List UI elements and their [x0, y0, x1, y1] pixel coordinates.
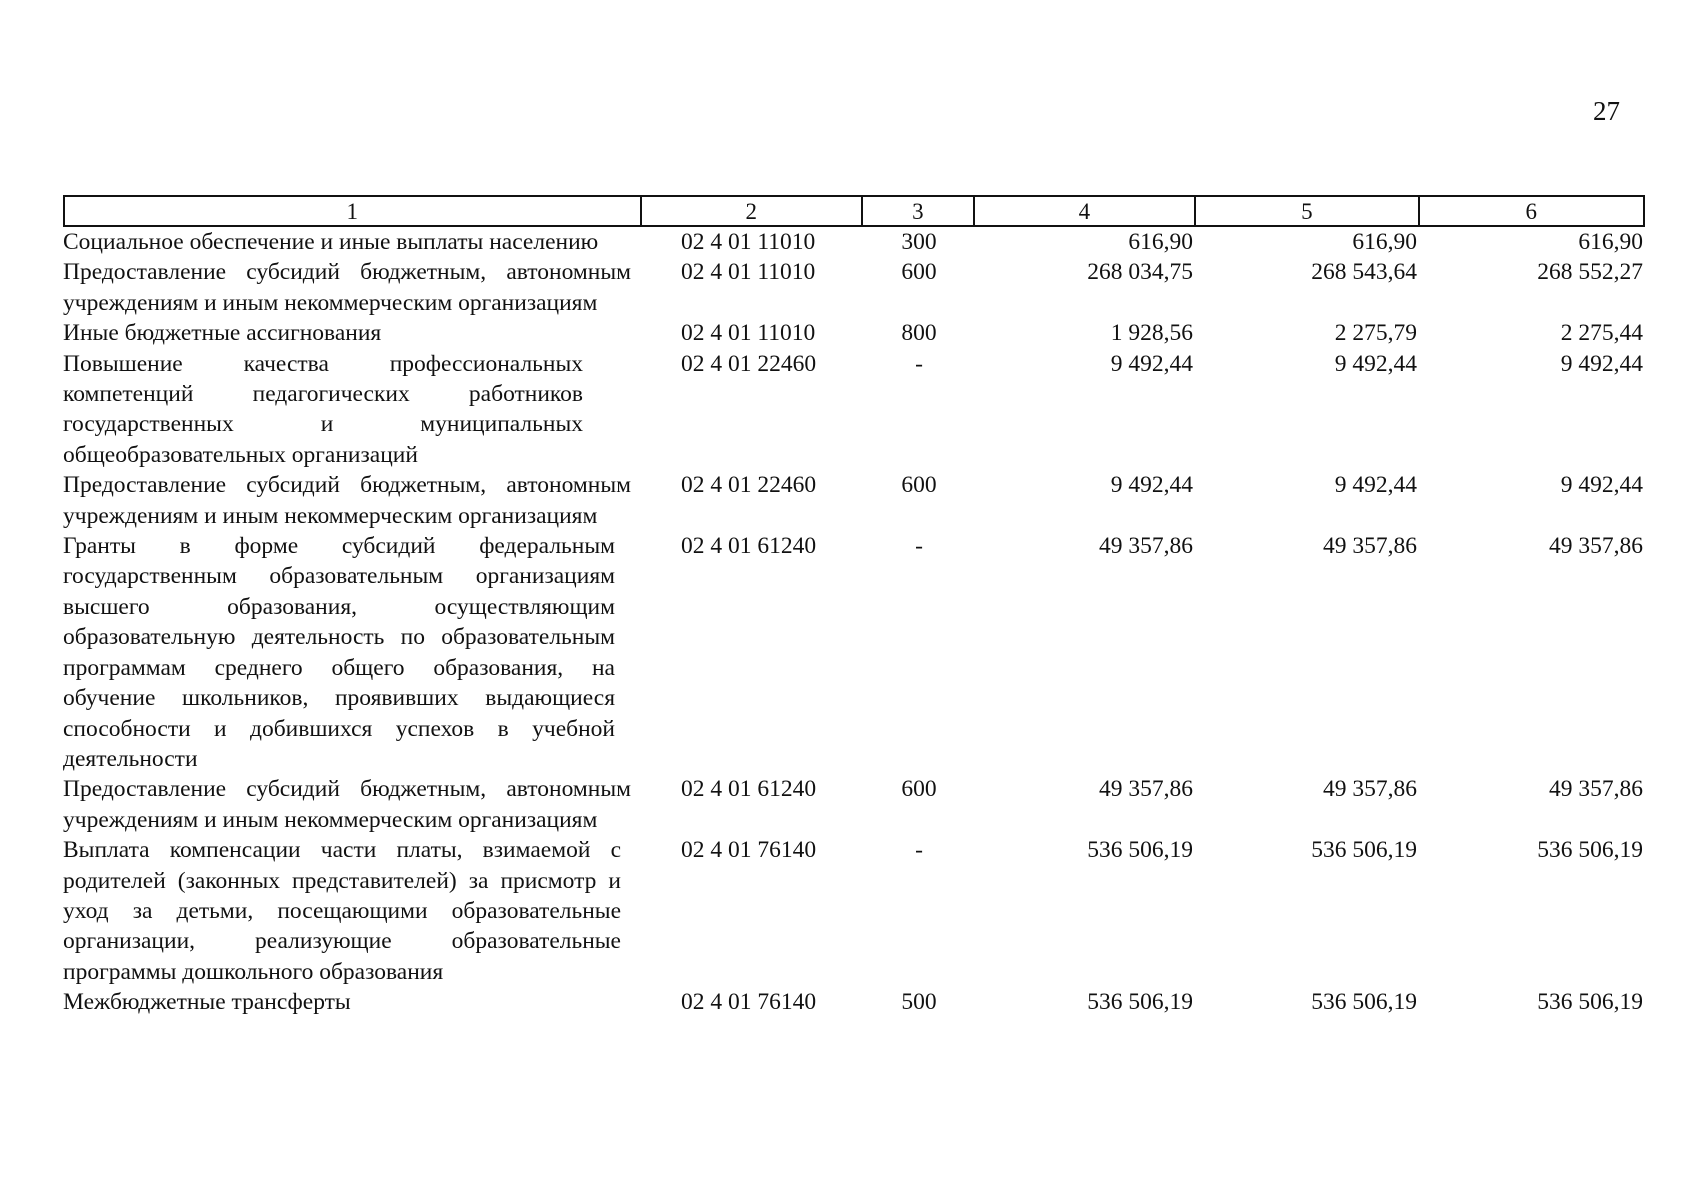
row-value-4: 49 357,86	[1099, 533, 1193, 560]
row-type: 600	[901, 259, 937, 286]
row-value-4: 49 357,86	[1099, 776, 1193, 803]
table-header	[63, 195, 1645, 227]
row-name: Предоставление субсидий бюджетным, автономным учреждениям и иным некоммерческим организациям	[63, 472, 631, 529]
row-value-6: 9 492,44	[1560, 472, 1643, 499]
page-number: 27	[1593, 96, 1620, 126]
row-value-6: 536 506,19	[1537, 837, 1643, 864]
row-value-4: 1 928,56	[1110, 320, 1193, 347]
row-code: 02 4 01 76140	[681, 837, 817, 864]
row-code: 02 4 01 11010	[681, 320, 816, 347]
row-value-4: 536 506,19	[1087, 837, 1193, 864]
row-name: Предоставление субсидий бюджетным, автономным учреждениям и иным некоммерческим организациям	[63, 776, 631, 833]
row-value-5: 49 357,86	[1323, 776, 1417, 803]
row-code: 02 4 01 22460	[681, 350, 817, 377]
row-code: 02 4 01 61240	[681, 776, 817, 803]
row-value-6: 268 552,27	[1537, 259, 1643, 286]
column-header-1: 1	[65, 197, 642, 225]
column-header-5: 5	[1196, 197, 1419, 225]
table-row	[63, 987, 1645, 1017]
row-value-5: 49 357,86	[1323, 533, 1417, 560]
column-header-6: 6	[1525, 199, 1538, 224]
row-value-5: 9 492,44	[1334, 350, 1417, 377]
row-value-5: 9 492,44	[1334, 472, 1417, 499]
column-header-3: 3	[863, 197, 975, 225]
row-type: 600	[901, 776, 937, 803]
row-value-5: 268 543,64	[1311, 259, 1417, 286]
row-value-4: 536 506,19	[1087, 989, 1193, 1016]
row-name: Иные бюджетные ассигнования	[63, 320, 382, 347]
row-value-5: 616,90	[1352, 229, 1417, 255]
table-row	[63, 835, 1645, 987]
row-value-6: 536 506,19	[1537, 989, 1643, 1016]
row-value-6: 616,90	[1578, 229, 1643, 255]
row-name: Предоставление субсидий бюджетным, автономным учреждениям и иным некоммерческим организациям	[63, 259, 631, 316]
table-row	[63, 257, 1645, 318]
row-type: -	[915, 533, 923, 560]
table-row	[63, 470, 1645, 531]
row-value-4: 616,90	[1128, 229, 1193, 255]
row-value-6: 49 357,86	[1549, 776, 1643, 803]
row-value-5: 536 506,19	[1311, 989, 1417, 1016]
row-type: 600	[901, 472, 937, 499]
row-type: 500	[901, 989, 937, 1016]
row-type: 300	[901, 229, 937, 255]
table-row	[63, 318, 1645, 348]
row-value-4: 268 034,75	[1087, 259, 1193, 286]
row-type: -	[915, 350, 923, 377]
row-name: Выплата компенсации части платы, взимаемой с родителей (законных представителей) за присмотр и уход за детьми, посещающими образовательные организации, реализующие образовательные программы дошкольного образования	[63, 837, 621, 985]
table-row	[63, 774, 1645, 835]
row-code: 02 4 01 61240	[681, 533, 817, 560]
row-value-6: 49 357,86	[1549, 533, 1643, 560]
column-header-2: 2	[642, 197, 863, 225]
row-name: Гранты в форме субсидий федеральным государственным образовательным организациям высшего образования, осуществляющим образовательную деятельность по образовательным программам среднего общего образования, на обучение школьников, проявивших выдающиеся способности и добившихся успехов в учебной деятельности	[63, 533, 615, 772]
row-code: 02 4 01 11010	[681, 229, 816, 255]
row-code: 02 4 01 22460	[681, 472, 817, 499]
row-type: -	[915, 837, 923, 864]
row-value-6: 2 275,44	[1560, 320, 1643, 347]
row-value-4: 9 492,44	[1110, 472, 1193, 499]
row-code: 02 4 01 11010	[681, 259, 816, 286]
row-name: Межбюджетные трансферты	[63, 989, 351, 1016]
budget-table	[63, 195, 1645, 1018]
row-name: Повышение качества профессиональных компетенций педагогических работников государственных и муниципальных общеобразовательных организаций	[63, 350, 583, 468]
table-row	[63, 531, 1645, 774]
row-value-5: 2 275,79	[1334, 320, 1417, 347]
row-type: 800	[901, 320, 937, 347]
table-row	[63, 349, 1645, 471]
row-name: Социальное обеспечение и иные выплаты населению	[63, 229, 599, 255]
table-row	[63, 227, 1645, 257]
row-value-6: 9 492,44	[1560, 350, 1643, 377]
row-code: 02 4 01 76140	[681, 989, 817, 1016]
row-value-5: 536 506,19	[1311, 837, 1417, 864]
column-header-4: 4	[975, 197, 1196, 225]
row-value-4: 9 492,44	[1110, 350, 1193, 377]
